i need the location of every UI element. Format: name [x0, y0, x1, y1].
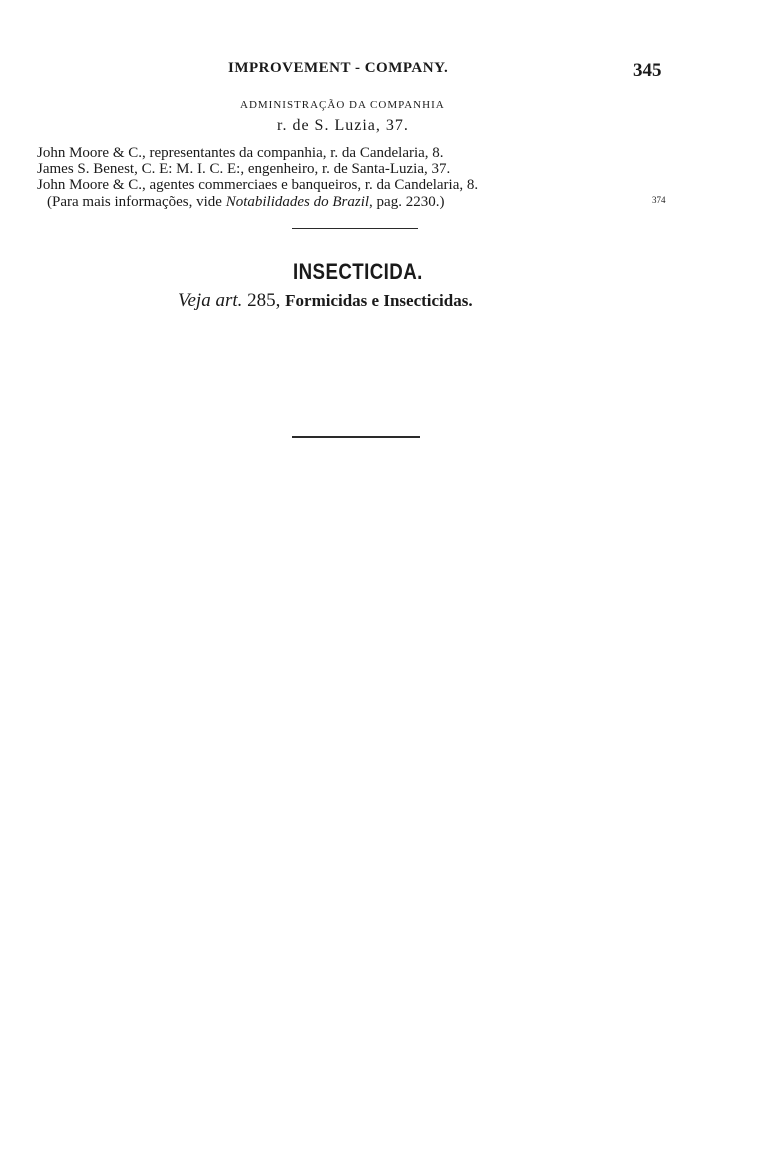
- company-address: r. de S. Luzia, 37.: [277, 117, 409, 134]
- running-head: IMPROVEMENT - COMPANY.: [228, 60, 449, 76]
- entry-representatives: John Moore & C., representantes da companhia, r. da Candelaria, 8.: [37, 145, 444, 161]
- section-heading: INSECTICIDA.: [293, 259, 423, 284]
- cross-reference-article-number: 285,: [247, 290, 281, 311]
- margin-note: 374: [652, 195, 666, 205]
- cross-reference-prefix: Veja art.: [178, 290, 243, 311]
- page-number: 345: [633, 60, 662, 81]
- cross-reference: [178, 290, 473, 312]
- info-note: [47, 194, 444, 211]
- info-note-suffix: , pag. 2230.): [369, 194, 445, 210]
- entry-agents: John Moore & C., agentes commerciaes e banqueiros, r. da Candelaria, 8.: [37, 177, 479, 193]
- info-note-reference: Notabilidades do Brazil: [225, 194, 370, 210]
- info-note-prefix: (Para mais informações, vide: [47, 194, 226, 210]
- entry-engineer: James S. Benest, C. E: M. I. C. E:, engenheiro, r. de Santa-Luzia, 37.: [37, 161, 451, 177]
- end-divider: [292, 436, 420, 438]
- administration-heading: ADMINISTRAÇÃO DA COMPANHIA: [240, 99, 445, 111]
- cross-reference-article-title: Formicidas e Insecticidas.: [285, 291, 473, 310]
- section-divider: [292, 228, 418, 229]
